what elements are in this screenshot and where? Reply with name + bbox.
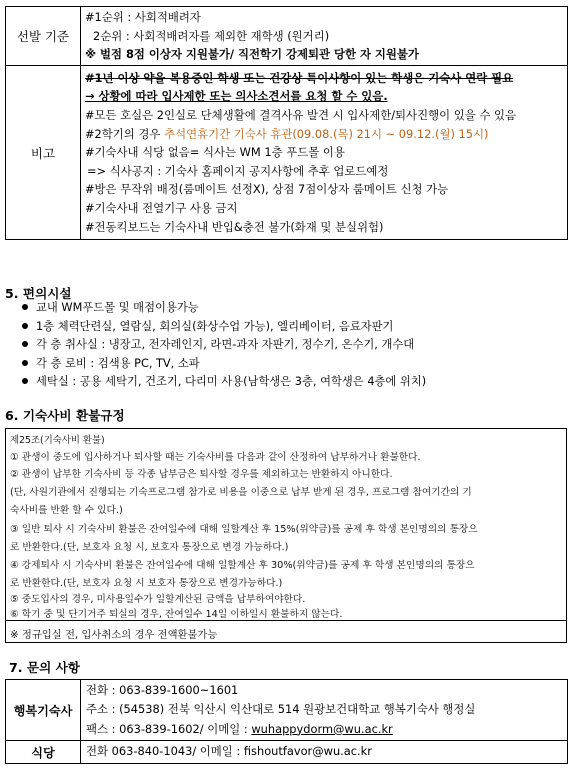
- selection-label: 선발 기준: [6, 7, 81, 66]
- selection-line-3: ※ 벌점 8점 이상자 지원불가/ 직전학기 강제퇴관 당한 자 지원불가: [85, 47, 419, 62]
- selection-line-1: #1순위 : 사회적배려자: [85, 10, 201, 25]
- remarks-line-7: #방은 무작위 배정(룸메이트 선정X), 상점 7점이상자 룸메이트 신청 가능: [85, 182, 449, 197]
- cafeteria-label: 식당: [6, 741, 81, 764]
- refund-line: 로 반환한다.(단, 보호자 요청 시 보호자 통장으로 변경가능하다.): [10, 578, 283, 589]
- facility-text: 세탁실 : 공용 세탁기, 건조기, 다리미 사용(남학생은 3층, 여학생은 4층에 위치): [36, 375, 427, 389]
- dorm-fax-email: [86, 720, 562, 740]
- refund-heading: 6. 기숙사비 환불규정: [5, 408, 125, 423]
- remarks-line-4-prefix: #2학기의 경우: [85, 126, 165, 141]
- bullet-icon: [22, 341, 28, 347]
- remarks-content: [81, 66, 568, 240]
- bullet-icon: [22, 304, 28, 310]
- cafeteria-line: 전화 063-840-1043/ 이메일 : fishoutfavor@wu.ac.kr: [86, 744, 372, 759]
- facility-item: [22, 373, 426, 392]
- refund-line: ⑤ 중도입사의 경우, 미사용일수가 일할계산된 금액을 납부하여야한다.: [10, 594, 306, 605]
- refund-divider: [5, 620, 567, 621]
- facility-text: 교내 WM푸드몰 및 매점이용가능: [36, 301, 199, 314]
- remarks-line-2: → 상황에 따라 입사제한 또는 의사소견서를 요청 할 수 있음.: [85, 89, 388, 104]
- refund-line: ③ 일반 퇴사 시 기숙사비 환불은 잔여일수에 대해 일할계산 후 15%(위약금)를 공제 후 학생 본인명의의 통장으: [10, 524, 478, 535]
- facilities-list: [22, 299, 426, 392]
- selection-line-2: 2순위 : 사회적배려자를 제외한 재학생 (원거리): [93, 28, 330, 43]
- remarks-line-6: => 식사공지 : 기숙사 홈페이지 공지사항에 추후 업로드예정: [87, 163, 389, 178]
- contact-heading: 7. 문의 사항: [9, 660, 80, 675]
- dorm-contact: [81, 680, 568, 741]
- refund-line: (단, 사원기관에서 진행되는 기숙프로그램 참가로 비용을 이중으로 납부 받게 된 경우, 프로그램 참여기간의 기: [10, 487, 472, 498]
- refund-line: ② 관생이 납부한 기숙사비 등 각종 납부금은 퇴사할 경우를 제외하고는 반환하지 아니한다.: [10, 469, 393, 480]
- bullet-icon: [22, 323, 28, 329]
- remarks-line-3: #모든 호실은 2인실로 단체생활에 결격사유 발견 시 입사제한/퇴사진행이 있을 수 있음: [85, 108, 516, 123]
- dorm-email-link[interactable]: wuhappydorm@wu.ac.kr: [251, 721, 393, 736]
- facility-item: [22, 355, 426, 374]
- refund-line: ① 관생이 중도에 입사하거나 퇴사할 때는 기숙사비를 다음과 같이 산정하여 납부하거나 환불한다.: [10, 452, 421, 463]
- bullet-icon: [22, 378, 28, 384]
- dorm-address: 주소 : (54538) 전북 익산시 익산대로 514 원광보건대학교 행복기숙사 행정실: [86, 702, 476, 717]
- remarks-line-9: #전동킥보드는 기숙사내 반입&충전 불가(화재 및 분실위험): [85, 219, 384, 234]
- facility-item: [22, 336, 426, 355]
- remarks-line-1: #1년 이상 약을 복용중인 학생 또는 건강상 특이사항이 있는 학생은 기숙사 연락 필요: [85, 70, 514, 85]
- remarks-line-5: #기숙사내 식당 없음= 식사는 WM 1층 푸드몰 이용: [85, 145, 345, 160]
- dorm-phone: 전화 : 063-839-1600~1601: [86, 682, 239, 697]
- selection-content: [81, 7, 568, 66]
- bullet-icon: [22, 360, 28, 366]
- remarks-line-8: #기숙사내 전열기구 사용 금지: [85, 200, 238, 215]
- refund-note: ※ 정규입실 전, 입사취소의 경우 전액환불가능: [10, 629, 218, 641]
- facility-text: 각 층 로비 : 검색용 PC, TV, 소파: [36, 356, 200, 370]
- refund-line: 숙사비를 반환 할 수 있다.): [10, 505, 123, 516]
- facility-item: [22, 299, 426, 318]
- info-table: [5, 6, 568, 240]
- refund-line: ⑥ 학기 중 및 단기거주 퇴실의 경우, 잔여일수 14일 이하일시 환불하지 않는다.: [10, 609, 343, 620]
- remarks-label: 비고: [6, 66, 81, 240]
- refund-line: 로 반환한다.(단, 보호자 요청 시, 보호자 통장으로 변경 가능하다.): [10, 542, 289, 553]
- contact-table: [5, 679, 568, 764]
- dorm-label: 행복기숙사: [6, 680, 81, 741]
- fax-label: 팩스 : 063-839-1602/ 이메일 :: [86, 721, 252, 736]
- remarks-line-4: [85, 125, 563, 144]
- facility-item: [22, 318, 426, 337]
- refund-line: ④ 강제퇴사 시 기숙사비 환불은 잔여일수에 대해 일할계산 후 30%(위약금)를 공제 후 학생 본인명의의 통장으: [10, 560, 475, 571]
- refund-article-title: 제25조(기숙사비 환불): [10, 435, 105, 446]
- facility-text: 1층 체력단련실, 열람실, 회의실(화상수업 가능), 엘리베이터, 음료자판기: [36, 319, 394, 333]
- holiday-closure-notice: 추석연휴기간 기숙사 휴관(09.08.(목) 21시 ~ 09.12.(월) 15시): [164, 126, 489, 141]
- facilities-heading: 5. 편의시설: [5, 286, 72, 301]
- facility-text: 각 층 취사실 : 냉장고, 전자레인지, 라면-과자 자판기, 정수기, 온수기, 개수대: [36, 338, 415, 352]
- cafeteria-contact: [81, 741, 568, 764]
